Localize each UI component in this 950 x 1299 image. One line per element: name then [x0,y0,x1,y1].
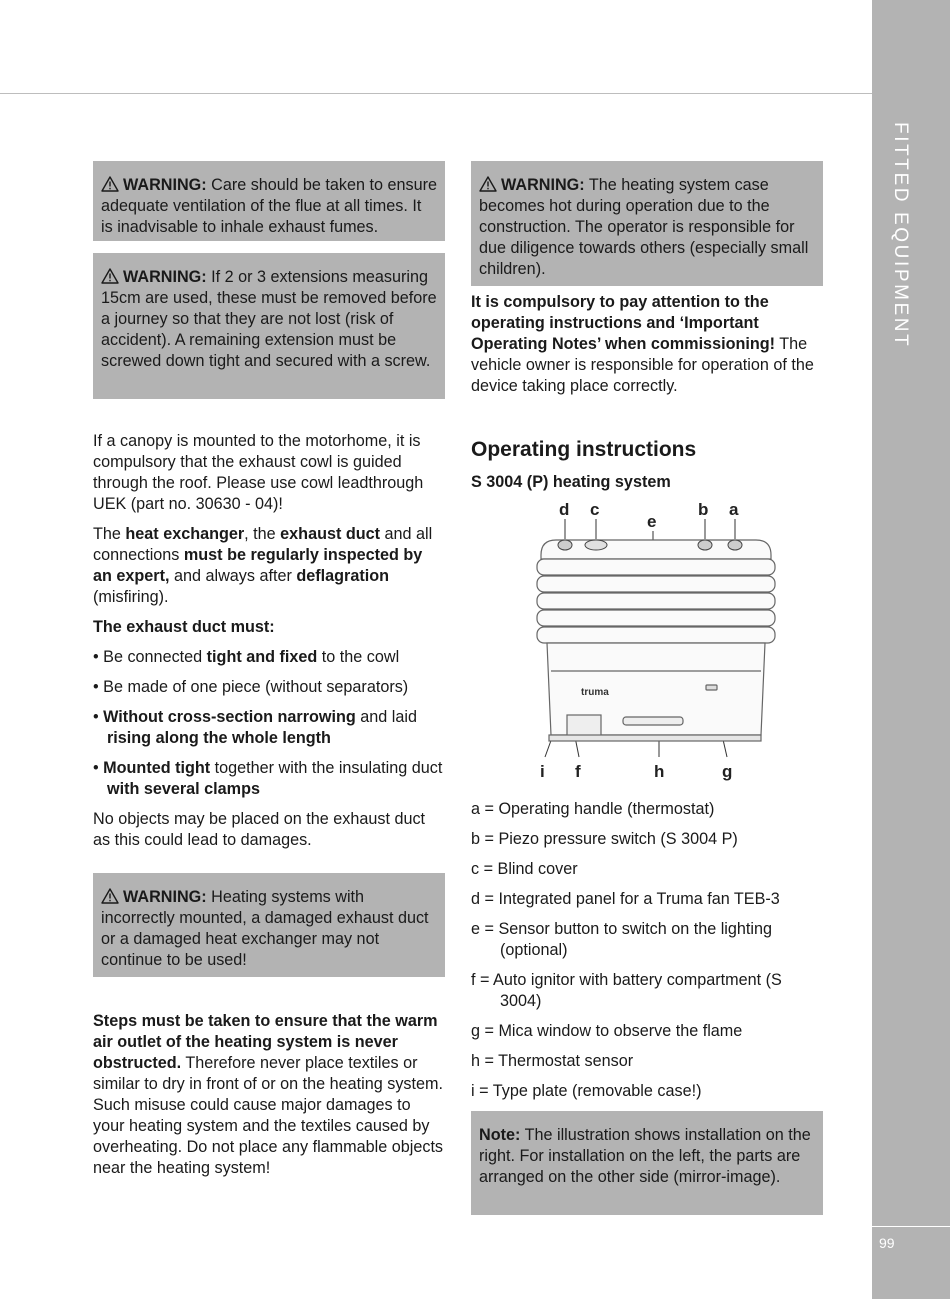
warning-label: WARNING: [501,176,585,194]
warning-box [93,873,445,977]
brand-logo: truma [581,687,609,698]
label-h: h [654,762,665,781]
warning-text: The heating system case becomes hot during operation due to the construction. The operator is responsible for due diligence towards others (especially small children). [479,176,809,278]
inspection-paragraph: The heat exchanger, the exhaust duct and all connections must be regularly inspected by an expert, and always after deflagration (misfiring). [93,525,433,606]
sidebar-divider [872,1226,950,1227]
warning-icon [101,888,119,904]
warning-box [93,253,445,399]
warning-text: Heating systems with incorrectly mounted, a damaged exhaust duct or a damaged heat exchanger may not continue to be used! [101,888,429,969]
warning-icon [101,176,119,192]
parts-legend [471,799,823,1102]
section-title: FITTED EQUIPMENT [890,122,911,349]
note-box [471,1111,823,1215]
legend-item: g = Mica window to observe the flame [471,1022,743,1040]
warning-icon [101,268,119,284]
steps-paragraph: Steps must be taken to ensure that the warm air outlet of the heating system is never obstructed. Therefore never place textiles or similar to dry in front of or on the heating system. Such misuse could cause major damages to your heating system and the textiles caused by overheating. Do not place any flammable objects near the heating system! [93,1012,444,1177]
label-c: c [590,500,600,519]
legend-item: i = Type plate (removable case!) [471,1082,702,1100]
list-item: • Without cross-section narrowing and laid rising along the whole length [93,708,417,747]
legend-item: c = Blind cover [471,860,578,878]
label-b: b [698,500,709,519]
label-e: e [647,512,657,531]
label-g: g [722,762,733,781]
warning-label: WARNING: [123,176,207,194]
sidebar-band [872,0,950,1299]
label-a: a [729,500,739,519]
warning-box [471,161,823,286]
note-label: Note: [479,1126,521,1144]
legend-item: b = Piezo pressure switch (S 3004 P) [471,830,738,848]
note-text: The illustration shows installation on the right. For installation on the left, the parts are arranged on the other side (mirror-image). [479,1126,811,1186]
section-heading: Operating instructions [471,438,697,461]
heater-body [537,540,775,741]
warning-box [93,161,445,241]
canopy-paragraph: If a canopy is mounted to the motorhome, it is compulsory that the exhaust cowl is guided through the roof. Please use cowl leadthrough UEK (part no. 30630 - 04)! [93,432,424,513]
list-item: • Mounted tight together with the insulating duct with several clamps [93,759,443,798]
duct-requirements-list [93,647,445,800]
header-rule [0,93,872,94]
warning-text: Care should be taken to ensure adequate ventilation of the flue at all times. It is inadvisable to inhale exhaust fumes. [101,176,437,236]
compulsory-paragraph: It is compulsory to pay attention to the operating instructions and ‘Important Operating Notes’ when commissioning! The vehicle owner is responsible for operation of the device taking place correctly. [471,293,814,395]
objects-paragraph: No objects may be placed on the exhaust duct as this could lead to damages. [93,810,426,849]
warning-label: WARNING: [123,888,207,906]
legend-item: h = Thermostat sensor [471,1052,634,1070]
list-item: • Be connected tight and fixed to the cowl [93,648,400,666]
right-column [471,161,823,1215]
duct-heading: The exhaust duct must: [93,618,275,636]
list-item: • Be made of one piece (without separators) [93,678,409,696]
heater-diagram [471,495,823,785]
legend-item: e = Sensor button to switch on the lighting (optional) [471,920,773,959]
warning-label: WARNING: [123,268,207,286]
legend-item: d = Integrated panel for a Truma fan TEB-3 [471,890,780,908]
warning-icon [479,176,497,192]
warning-text: If 2 or 3 extensions measuring 15cm are used, these must be removed before a journey so that they are not lost (risk of accident). A remaining extension must be screwed down tight and secured with a screw. [101,268,437,370]
legend-item: a = Operating handle (thermostat) [471,800,715,818]
label-f: f [575,762,581,781]
legend-item: f = Auto ignitor with battery compartment (S 3004) [471,971,782,1010]
label-d: d [559,500,570,519]
subheading: S 3004 (P) heating system [471,473,671,491]
page-number: 99 [879,1235,895,1251]
left-column [93,161,445,1179]
label-i: i [540,762,545,781]
